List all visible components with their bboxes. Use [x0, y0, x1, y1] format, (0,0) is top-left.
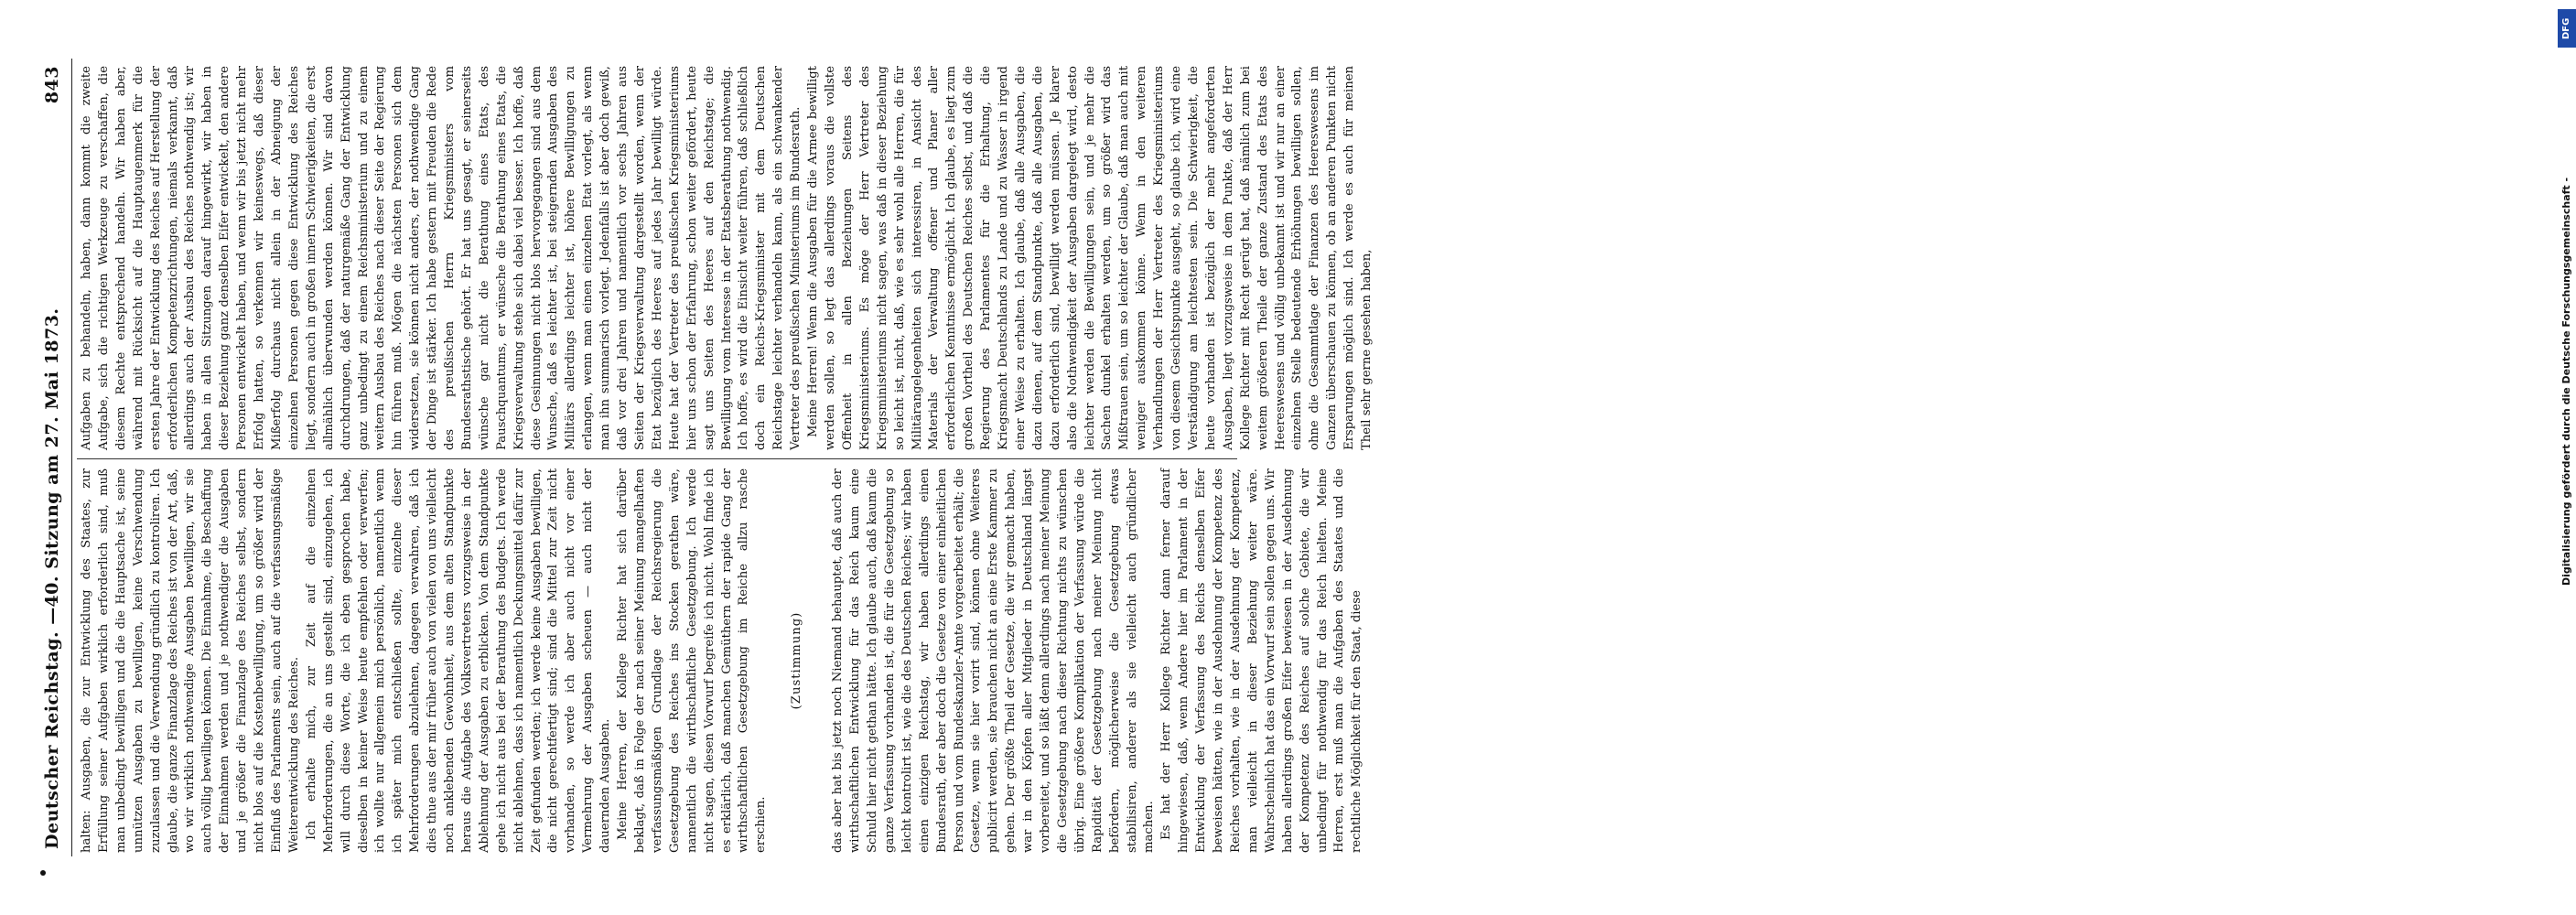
- right-column: [79, 66, 1376, 450]
- column-divider: [77, 458, 1237, 459]
- paragraph: Ich erhalte mich, zur Zeit auf die einzelnen Mehrforderungen, die an uns gestellt sind, einzugehen, ich will durch diese Worte, die ich eben gesprochen habe, dieselben in keiner Weise heute empfehlen oder verwerfen; ich wollte nur allgemein mich persönlich, namentlich wenn ich später mich entschließen sollte, einzelne dieser Mehrforderungen abzulehnen, dagegen verwahren, daß ich dies thue aus der mir früher auch von vielen von uns vielleicht noch anklebenden Gewohnheit, aus dem alten Standpunkte heraus die Aufgabe des Volksvertreters vorzugsweise in der Ablehnung der Ausgaben zu erblicken. Von dem Standpunkte gehe ich nicht aus bei der Berathung des Budgets. Ich werde nicht ablehnen, dass ich namentlich Deckungsmittel dafür zur Zeit gefunden werden; ich werde keine Ausgaben bewilligen, die nicht gerechtfertigt sind; sind die Mittel zur Zeit nicht vorhanden, so werde ich aber auch nicht vor einer Vermehrung der Ausgaben scheuen — auch nicht der dauernden Ausgaben.: [304, 468, 613, 853]
- page-header: [37, 59, 70, 856]
- page-number: 843: [42, 66, 62, 104]
- session-heading: 40. Sitzung am 27. Mai 1873.: [42, 307, 62, 608]
- paragraph: das aber hat bis jetzt noch Niemand behauptet, daß auch der wirthschaftlichen Entwicklung für das Reich kaum eine Schuld hier nicht gethan hätte. Ich glaube auch, daß kaum die ganze Verfassung vorhanden ist, die für die Gesetzgebung so leicht kontrolirt ist, wie die des Deutschen Reiches; wir haben einen einzigen Reichstag, wir haben allerdings einen Bundesrath, der aber doch die Gesetze von einer einheitlichen Person und vom Bundeskanzler-Amte vorgearbeitet erhält; die Gesetze, wenn sie hier vorirt sind, können ohne Weiteres publicirt werden, sie brauchen nicht an eine Erste Kammer zu gehen. Der größte Theil der Gesetze, die wir gemacht haben, war in den Köpfen aller Mitglieder in Deutschland längst vorbereitet, und so läßt denn allerdings nach meiner Meinung die Gesetzgebung nach dieser Richtung nichts zu wünschen übrig. Eine größere Komplikation der Verfassung würde die Rapidität der Gesetzgebung nach meiner Meinung nicht befördern, möglicherweise die Gesetzgebung etwas stabilisiren, anderer als sie vielleicht auch gründlicher machen.: [831, 468, 1157, 853]
- funding-note: Digitalisierung gefördert durch die Deutsche Forschungsgemeinschaft -: [2560, 177, 2572, 586]
- paragraph: halten: Ausgaben, die zur Entwicklung des Staates, zur Erfüllung seiner Aufgaben wirklich erforderlich sind, muß man unbedingt bewilligen und die die Hauptsache ist, seine unnützen Ausgaben zu bewilligen, keine Verschwendung zuzulassen und die Verwendung gründlich zu kontroliren. Ich glaube, die ganze Finanzlage des Reiches ist von der Art, daß, wo wir wirklich nothwendige Ausgaben bewilligen, wir sie auch völlig bewilligen können. Die Einnahme, die Beschaffung der Einnahmen werden und je nothwendiger die Ausgaben und je größer die Finanzlage des Reiches selbst, sondern nicht blos auf die Kostenbewilligung, um so größer wird der Einfluß des Parlaments sein, auch auf die verfassungsmäßige Weiterentwicklung des Reiches.: [80, 468, 301, 853]
- dfg-logo: DFG: [2558, 9, 2576, 48]
- journal-title: Deutscher Reichstag. —: [42, 607, 62, 849]
- paragraph: Meine Herren! Wenn die Ausgaben für die Armee bewilligt werden sollen, so legt das allerdings voraus die vollste Offenheit in allen Beziehungen Seitens des Kriegsministeriums. Es möge der Herr Vertreter des Kriegsministeriums nicht sagen, was daß in dieser Beziehung so leicht ist, nicht, daß, wie es sehr wohl alle Herren, die für Militärangelegenheiten sich interessiren, in Ansicht des Materials der Verwaltung offener und Planer aller erforderlichen Kenntnisse ermöglicht. Ich glaube, es liegt zum großen Vortheil des Deutschen Reiches selbst, und daß die Regierung des Parlamentes für die Erhaltung, die Kriegsmacht Deutschlands zu Lande und zu Wasser in irgend einer Weise zu erhalten. Ich glaube, daß alle Ausgaben, die dazu dienen, auf dem Standpunkte, daß alle Ausgaben, die dazu erforderlich sind, bewilligt werden müssen. Je klarer also die Nothwendigkeit der Ausgaben dargelegt wird, desto leichter werden die Bewilligungen sein, und je mehr die Sachen dunkel erhalten werden, um so größer wird das Mißtrauen sein, um so leichter der Glaube, daß man auch mit weniger auskommen könne. Wenn in den weiteren Verhandlungen der Herr Vertreter des Kriegsministeriums von diesem Gesichtspunkte ausgeht, so glaube ich, wird eine Verständigung am leichtesten sein. Die Schwierigkeit, die heute vorhanden ist bezüglich der mehr angeforderten Ausgaben, liegt vorzugsweise in dem Punkte, daß der Herr Kollege Richter mit Recht gerügt hat, daß nämlich zum bei weitem größeren Theile der ganze Zustand des Etats des Heereswesens und völlig unbekannt ist und wir nur an einer einzelnen Stelle bedeutende Erhöhungen bewilligen sollen, ohne die Gesammtlage der Finanzen des Heereswesens im Ganzen überschauen zu können, ob an anderen Punkten nicht Ersparungen möglich sind. Ich werde es auch für meinen Theil sehr gerne gesehen haben,: [806, 66, 1374, 450]
- paragraph: Aufgaben zu behandeln, haben, dann kommt die zweite Aufgabe, sich die richtigen Werkzeuge zu verschaffen, die diesem Rechte entsprechend handeln. Wir haben aber, während mit Rücksicht auf die Hauptaugenmerk für die ersten Jahre der Entwicklung des Reiches auf Herstellung der erforderlichen Kompetenzrichtungen, niemals verkannt, daß allerdings auch der Ausbau des Reiches nothwendig ist; wir haben in allen Sitzungen darauf hingewirkt, wir haben in dieser Beziehung ganz denselben Eifer entwickelt, den andere Personen entwickelt haben, und wenn wir bis jetzt nicht mehr Erfolg hatten, so verkennen wir keineswegs, daß dieser Mißerfolg durchaus nicht allein in der Abneigung der einzelnen Personen gegen diese Entwicklung des Reiches liegt, sondern auch in großen innern Schwierigkeiten, die erst allmählich überwunden werden können. Wir sind davon durchdrungen, daß der naturgemäße Gang der Entwicklung ganz unbedingt zu einem Reichsministerium und zu einem weitern Ausbau des Reiches nach dieser Seite der Regierung hin führen muß. Mögen die nächsten Personen sich dem widersetzen, sie können nicht anders, der nothwendige Gang der Dinge ist stärker. Ich habe gestern mit Freuden die Rede des preußischen Herrn Kriegsministers vom Bundesrathstische gehört. Er hat uns gesagt, er seinerseits wünsche gar nicht die Berathung eines Etats, des Pauschquantums, er wünsche die Berathung eines Etats, die Kriegsverwaltung stehe sich dabei viel besser. Ich hoffe, daß diese Gesinnungen nicht blos hervorgegangen sind aus dem Wunsche, daß es leichter ist, bei steigernden Ausgaben des Militärs allerdings leichter ist, höhere Bewilligungen zu erlangen, wenn man einen einzelnen Etat vorlegt, als wenn man ihn summarisch vorlegt. Jedenfalls ist aber doch gewiß, daß vor drei Jahren und namentlich vor sechs Jahren aus Seiten der Kriegsverwaltung dargestellt worden, wenn der Etat bezüglich des Heeres auf jedes Jahr bewilligt würde. Heute hat der Vertreter des preußischen Kriegsministeriums hier uns schon der Erfahrung, schon weiter gefördert, heute sagt uns Seiten des Heeres auf den Reichstage; die Bewilligung vom Interesse in der Etatsberathung nothwendig. Ich hoffe, es wird die Einsicht weiter führen, daß schließlich doch ein Reichs-Kriegsminister mit dem Deutschen Reichstage leichter verhandeln kann, als ein schwankender Vertreter des preußischen Ministeriums im Bundesrath.: [80, 66, 803, 450]
- left-column: [79, 468, 1366, 853]
- paragraph: Meine Herren, der Kollege Richter hat sich darüber beklagt, daß in Folge der nach seiner Meinung mangelhaften verfassungsmäßigen Grundlage der Reichsregierung die Gesetzgebung des Reiches ins Stocken gerathen wäre, namentlich die wirthschaftliche Gesetzgebung. Ich werde nicht sagen, diesen Vorwurf begreife ich nicht. Wohl finde ich es erklärlich, daß manchen Gemüthern der rapide Gang der wirthschaftlichen Gesetzgebung im Reiche allzu rasche erschien.: [616, 468, 769, 853]
- reaction-note: (Zustimmung): [790, 611, 804, 710]
- digitization-stamp: [1272, 0, 2572, 915]
- scan-dot: [40, 870, 46, 876]
- header-rule: [71, 59, 72, 856]
- paragraph: Es hat der Herr Kollege Richter dann ferner darauf hingewiesen, daß, wenn Andere hier im Parlament in der Entwicklung der Verfassung des Reichs denselben Eifer beweisen hätten, wie in der Ausdehnung der Kompetenz des Reiches vorhalten, wie in der Ausdehnung der Kompetenz, man vielleicht in dieser Beziehung weiter wäre. Wahrscheinlich hat das ein Vorwurf sein sollen gegen uns. Wir haben allerdings großen Eifer bewiesen in der Ausdehnung der Kompetenz des Reiches auf solche Gebiete, die wir unbedingt für nothwendig für das Reich hielten. Meine Herren, erst muß man die Aufgaben des Staates und die rechtliche Möglichkeit für den Staat, diese: [1159, 468, 1364, 853]
